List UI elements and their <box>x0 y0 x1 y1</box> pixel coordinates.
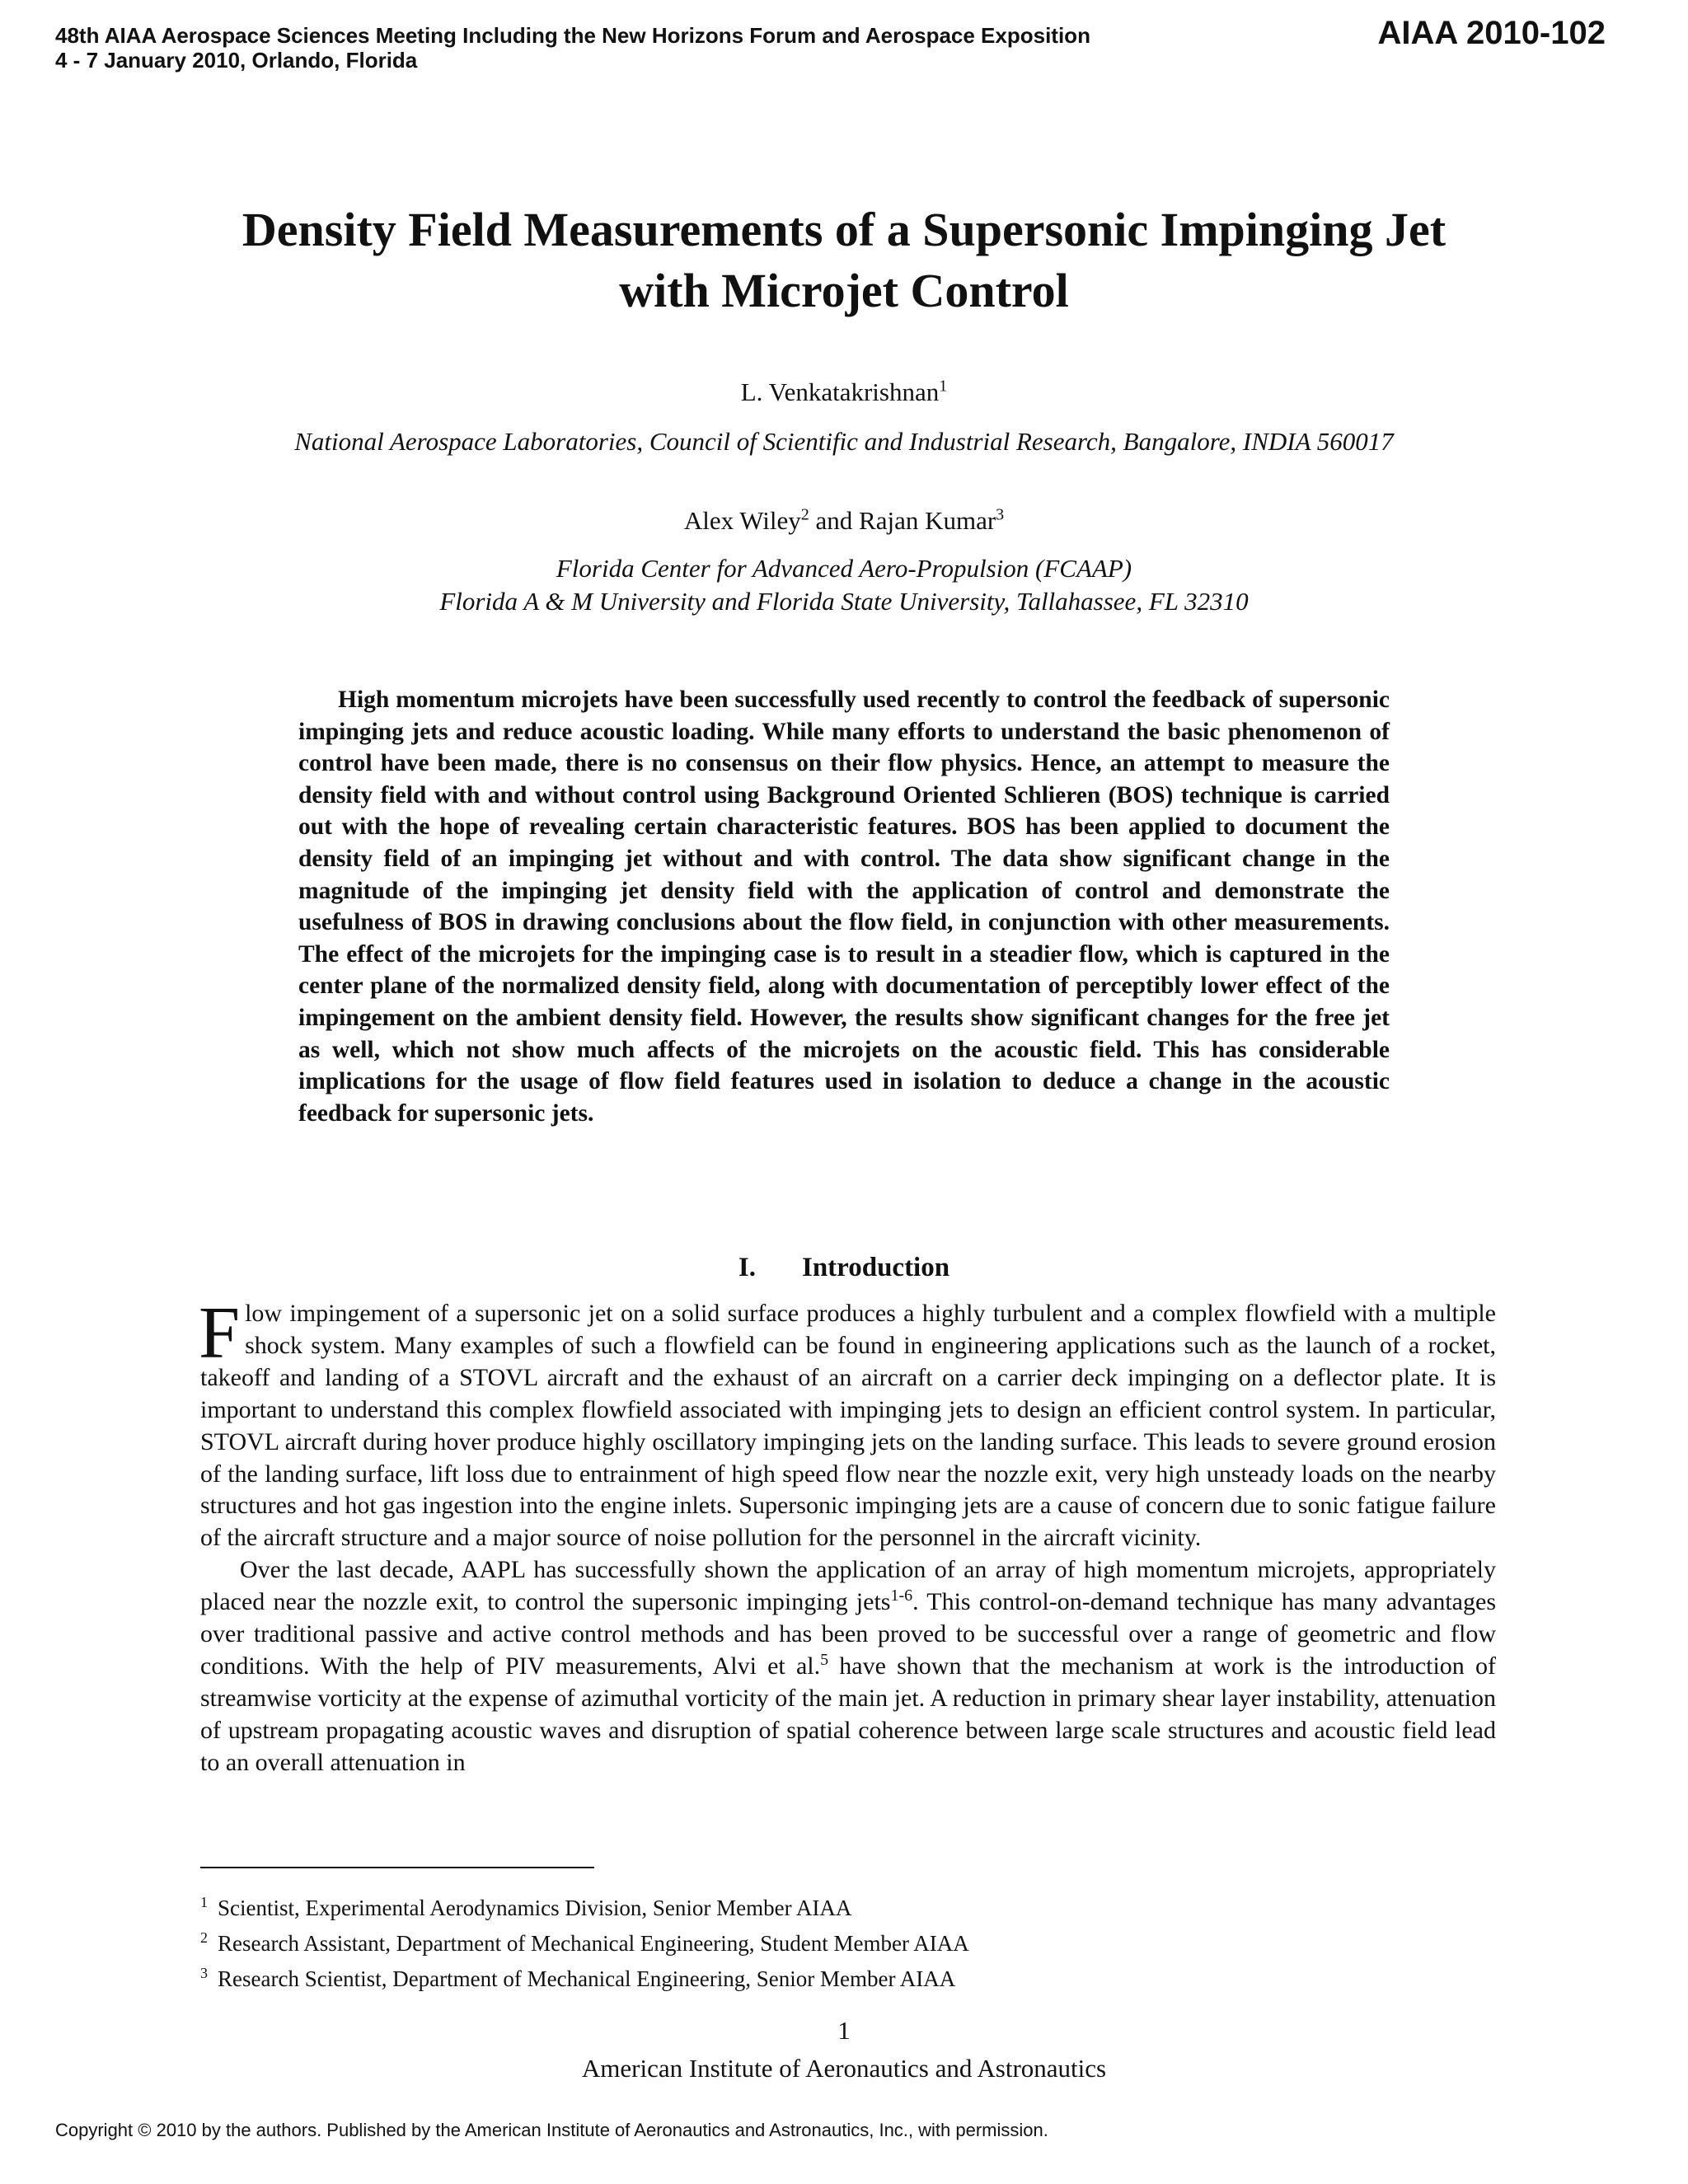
footnote-mark: 3 <box>200 1965 208 1981</box>
affiliation-1: National Aerospace Laboratories, Council of Scientific and Industrial Research, Bangalore, INDIA 560017 <box>294 427 1394 456</box>
author-2-name: Alex Wiley <box>683 506 801 535</box>
paragraph-2-text-c: have shown that the mechanism at work is the introduction of streamwise vorticity at the expense of azimuthal vorticity of the main jet. A reduction in primary shear layer instability, attenuation of upstream propagating acoustic waves and disruption of spatial coherence between large scale structures and acoustic field lead to an overall attenuation in <box>200 1652 1496 1776</box>
footnote-text: Scientist, Experimental Aerodynamics Division, Senior Member AIAA <box>218 1896 852 1920</box>
author-conjunction: and <box>809 506 860 535</box>
footnote-3 <box>200 1966 955 1992</box>
author-1 <box>0 377 1688 407</box>
authors-2-3 <box>0 506 1688 536</box>
paragraph-1 <box>199 1292 1496 1554</box>
drop-cap: F <box>199 1292 241 1374</box>
footnote-text: Research Scientist, Department of Mechanical Engineering, Senior Member AIAA <box>218 1966 956 1991</box>
section-title: Introduction <box>801 1253 950 1282</box>
footnote-text: Research Assistant, Department of Mechanical Engineering, Student Member AIAA <box>218 1931 969 1956</box>
paragraph-2 <box>200 1554 1496 1779</box>
author-1-name: L. Venkatakrishnan <box>740 377 940 406</box>
section-number: I. <box>738 1253 756 1282</box>
footnote-mark: 1 <box>200 1894 208 1910</box>
conference-name: 48th AIAA Aerospace Sciences Meeting Including the New Horizons Forum and Aerospace Exposition <box>55 23 1090 48</box>
paragraph-1-text: low impingement of a supersonic jet on a solid surface produces a highly turbulent and a complex flowfield with a multiple shock system. Many examples of such a flowfield can be found in engineering applications such as the launch of a rocket, takeoff and landing of a STOVL aircraft and the exhaust of an aircraft on a carrier deck impinging on a deflector plate. It is important to understand this complex flowfield associated with impinging jets to design an efficient control system. In particular, STOVL aircraft during hover produce highly oscillatory impinging jets on the landing surface. This leads to severe ground erosion of the landing surface, lift loss due to entrainment of high speed flow near the nozzle exit, very high unsteady loads on the nearby structures and hot gas ingestion into the engine inlets. Supersonic impinging jets are a cause of concern due to sonic fatigue failure of the aircraft structure and a major source of noise pollution for the personnel in the aircraft vicinity. <box>200 1300 1496 1552</box>
section-heading <box>0 1253 1688 1283</box>
footnote-mark: 2 <box>200 1929 208 1946</box>
paper-title-line2: with Microjet Control <box>619 264 1069 317</box>
page-number: 1 <box>837 2016 851 2045</box>
paper-id: AIAA 2010-102 <box>1377 15 1606 51</box>
paper-title-line1: Density Field Measurements of a Supersonic Impinging Jet <box>241 203 1447 256</box>
paragraph-2-text-a: Over the last decade, AAPL has successfully shown the application of an array of high momentum microjets, appropriately placed near the nozzle exit, to control the supersonic impinging jets <box>200 1556 1496 1616</box>
citation-ref: 1-6 <box>890 1586 913 1605</box>
paper-title <box>0 199 1688 321</box>
author-2-footnote-mark: 2 <box>800 505 809 524</box>
footnote-1 <box>200 1896 851 1921</box>
footnote-2 <box>200 1931 969 1957</box>
abstract: High momentum microjets have been successfully used recently to control the feedback of supersonic impinging jets and reduce acoustic loading. While many efforts to understand the basic phenomenon of control have been made, there is no consensus on their flow physics. Hence, an attempt to measure the density field with and without control using Background Oriented Schlieren (BOS) technique is carried out with the hope of revealing certain characteristic features. BOS has been applied to document the density field of an impinging jet without and with control. The data show significant change in the magnitude of the impinging jet density field with the application of control and demonstrate the usefulness of BOS in drawing conclusions about the flow field, in conjunction with other measurements. The effect of the microjets for the impinging case is to result in a steadier flow, which is captured in the center plane of the normalized density field, along with documentation of perceptibly lower effect of the impingement on the ambient density field. However, the results show significant changes for the free jet as well, which not show much affects of the microjets on the acoustic field. This has considerable implications for the usage of flow field features used in isolation to deduce a change in the acoustic feedback for supersonic jets. <box>298 687 1390 1127</box>
paragraph-2-text-b: . This control-on-demand technique has many advantages over traditional passive and active control methods and has been proved to be successful over a range of geometric and flow conditions. With the help of PIV measurements, Alvi et al. <box>200 1588 1496 1680</box>
affiliation-2-line2: Florida A & M University and Florida State University, Tallahassee, FL 32310 <box>439 587 1249 616</box>
conference-date-location: 4 - 7 January 2010, Orlando, Florida <box>55 48 418 73</box>
author-3-footnote-mark: 3 <box>996 505 1005 524</box>
footnote-divider <box>200 1867 594 1868</box>
copyright-notice: Copyright © 2010 by the authors. Published by the American Institute of Aeronautics and Astronautics, Inc., with permission. <box>55 2120 1048 2140</box>
author-3-name: Rajan Kumar <box>859 506 996 535</box>
author-1-footnote-mark: 1 <box>939 377 948 396</box>
publisher-line: American Institute of Aeronautics and Astronautics <box>581 2054 1107 2083</box>
body-text <box>199 1292 1496 1779</box>
conference-header <box>55 23 1090 73</box>
citation-ref: 5 <box>820 1650 829 1669</box>
affiliation-2-line1: Florida Center for Advanced Aero-Propulsion (FCAAP) <box>556 554 1132 583</box>
